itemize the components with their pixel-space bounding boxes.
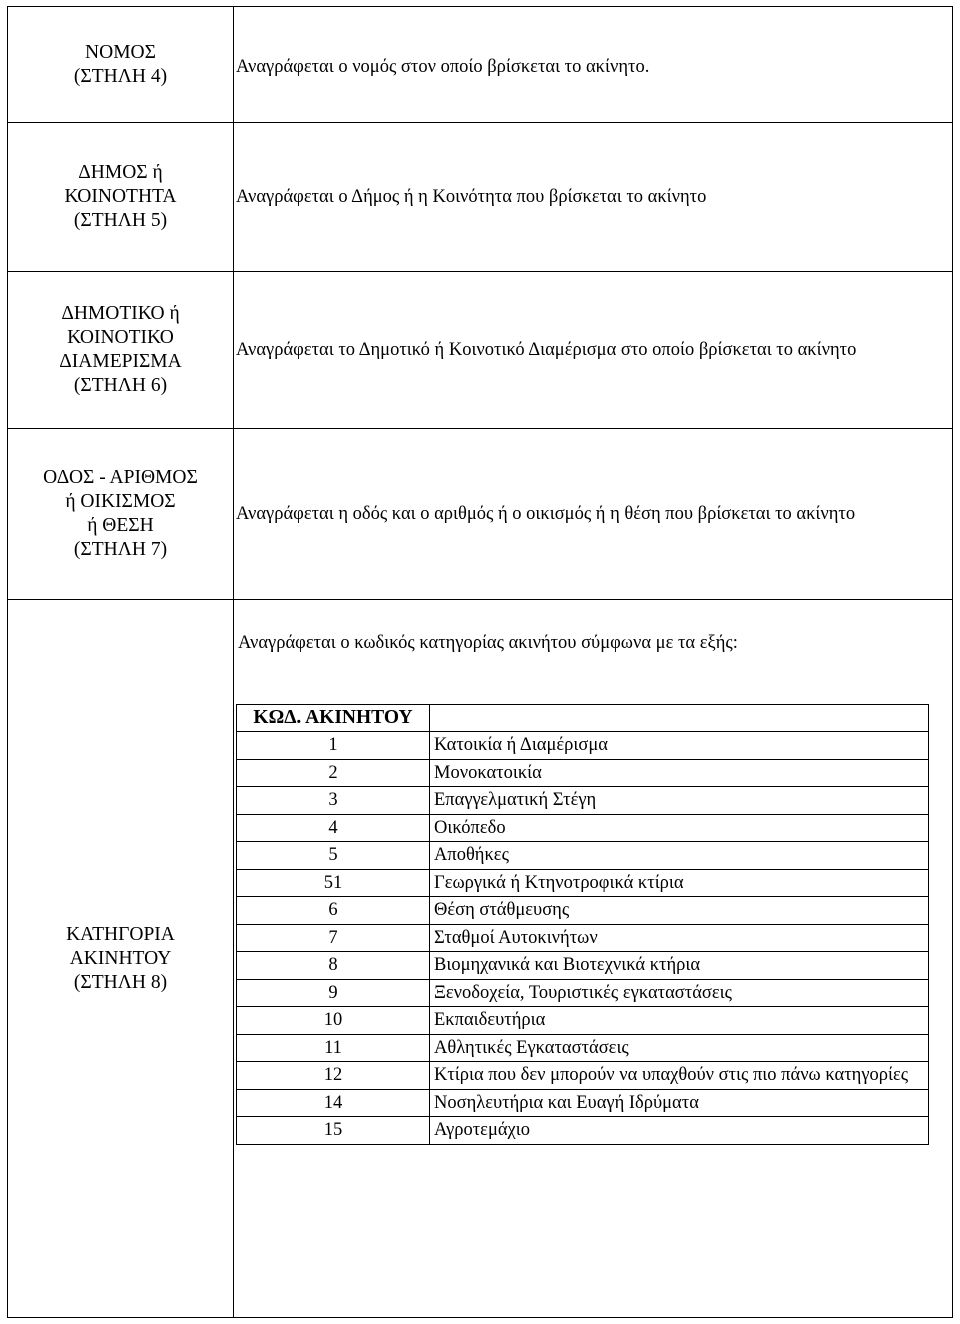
row-description-odos (236, 428, 948, 599)
description-text: Αναγράφεται ο Δήμος ή η Κοινότητα που βρίσκεται το ακίνητο (236, 186, 707, 207)
table-row (237, 732, 929, 760)
property-category: Επαγγελματική Στέγη (430, 787, 929, 815)
property-code: 15 (237, 1117, 430, 1145)
property-code: 11 (237, 1034, 430, 1062)
label-line: ΚΑΤΗΓΟΡΙΑ (66, 924, 175, 945)
property-category: Μονοκατοικία (430, 759, 929, 787)
property-category: Νοσηλευτήρια και Ευαγή Ιδρύματα (430, 1089, 929, 1117)
label-line: ΔΗΜΟΤΙΚΟ ή (61, 302, 180, 324)
row-description-diamerisma (236, 271, 948, 428)
table-row (237, 1117, 929, 1145)
property-code-table (236, 704, 929, 1145)
property-category: Βιομηχανικά και Βιοτεχνικά κτήρια (430, 952, 929, 980)
table-row (237, 814, 929, 842)
property-code: 1 (237, 732, 430, 760)
row-description-nomos (236, 7, 948, 122)
column-divider (233, 7, 234, 1317)
row-description-dimos (236, 122, 948, 271)
label-line: (ΣΤΗΛΗ 8) (73, 972, 168, 993)
property-category: Αθλητικές Εγκαταστάσεις (430, 1034, 929, 1062)
property-code: 8 (237, 952, 430, 980)
property-code: 7 (237, 924, 430, 952)
table-row (237, 1062, 929, 1090)
property-category: Σταθμοί Αυτοκινήτων (430, 924, 929, 952)
row-label-nomos (8, 7, 233, 122)
property-category: Αγροτεμάχιο (430, 1117, 929, 1145)
document-table (7, 6, 953, 1318)
label-line: (ΣΤΗΛΗ 6) (73, 374, 168, 396)
property-category: Γεωργικά ή Κτηνοτροφικά κτίρια (430, 869, 929, 897)
label-line: ή ΟΙΚΙΣΜΟΣ (65, 490, 176, 512)
row-label-katigoria (8, 599, 233, 1319)
code-table-header-row (237, 705, 929, 732)
table-row (237, 952, 929, 980)
table-row (237, 1007, 929, 1035)
property-category: Κατοικία ή Διαμέρισμα (430, 732, 929, 760)
property-code: 3 (237, 787, 430, 815)
property-category: Εκπαιδευτήρια (430, 1007, 929, 1035)
label-line: ΑΚΙΝΗΤΟΥ (69, 948, 172, 969)
property-code: 10 (237, 1007, 430, 1035)
label-line: (ΣΤΗΛΗ 7) (73, 538, 168, 560)
property-code: 14 (237, 1089, 430, 1117)
property-code: 2 (237, 759, 430, 787)
table-row (237, 759, 929, 787)
property-category: Αποθήκες (430, 842, 929, 870)
table-row (237, 924, 929, 952)
table-row (237, 979, 929, 1007)
label-line: ή ΘΕΣΗ (87, 514, 154, 536)
property-category: Οικόπεδο (430, 814, 929, 842)
category-column-header (430, 705, 929, 732)
property-category: Ξενοδοχεία, Τουριστικές εγκαταστάσεις (430, 979, 929, 1007)
property-code: 51 (237, 869, 430, 897)
property-category: Κτίρια που δεν μπορούν να υπαχθούν στις πιο πάνω κατηγορίες (430, 1062, 929, 1090)
row-label-dimos (8, 122, 233, 271)
label-line: ΚΟΙΝΟΤΗΤΑ (64, 185, 177, 207)
description-text: Αναγράφεται η οδός και ο αριθμός ή ο οικισμός ή η θέση που βρίσκεται το ακίνητο (236, 503, 856, 524)
label-line: ΔΙΑΜΕΡΙΣΜΑ (59, 350, 182, 372)
table-row (237, 897, 929, 925)
property-code: 5 (237, 842, 430, 870)
property-code: 12 (237, 1062, 430, 1090)
row-label-odos (8, 428, 233, 599)
property-category: Θέση στάθμευσης (430, 897, 929, 925)
description-text: Αναγράφεται ο νομός στον οποίο βρίσκεται το ακίνητο. (236, 57, 650, 77)
row-label-diamerisma (8, 271, 233, 428)
label-line: ΔΗΜΟΣ ή (78, 161, 163, 183)
label-line: (ΣΤΗΛΗ 5) (73, 209, 168, 231)
description-text: Αναγράφεται το Δημοτικό ή Κοινοτικό Διαμέρισμα στο οποίο βρίσκεται το ακίνητο (236, 339, 857, 360)
property-code: 4 (237, 814, 430, 842)
label-line: ΚΟΙΝΟΤΙΚΟ (67, 326, 174, 348)
code-column-header: ΚΩΔ. ΑΚΙΝΗΤΟΥ (237, 705, 430, 732)
property-code: 9 (237, 979, 430, 1007)
table-row (237, 842, 929, 870)
property-code: 6 (237, 897, 430, 925)
table-row (237, 787, 929, 815)
table-row (237, 869, 929, 897)
table-row (237, 1034, 929, 1062)
label-line: (ΣΤΗΛΗ 4) (73, 65, 168, 87)
table-row (237, 1089, 929, 1117)
row-description-katigoria: Αναγράφεται ο κωδικός κατηγορίας ακινήτου σύμφωνα με τα εξής: (238, 633, 738, 653)
label-line: ΟΔΟΣ - ΑΡΙΘΜΟΣ (43, 466, 198, 488)
label-line: ΝΟΜΟΣ (85, 41, 156, 63)
